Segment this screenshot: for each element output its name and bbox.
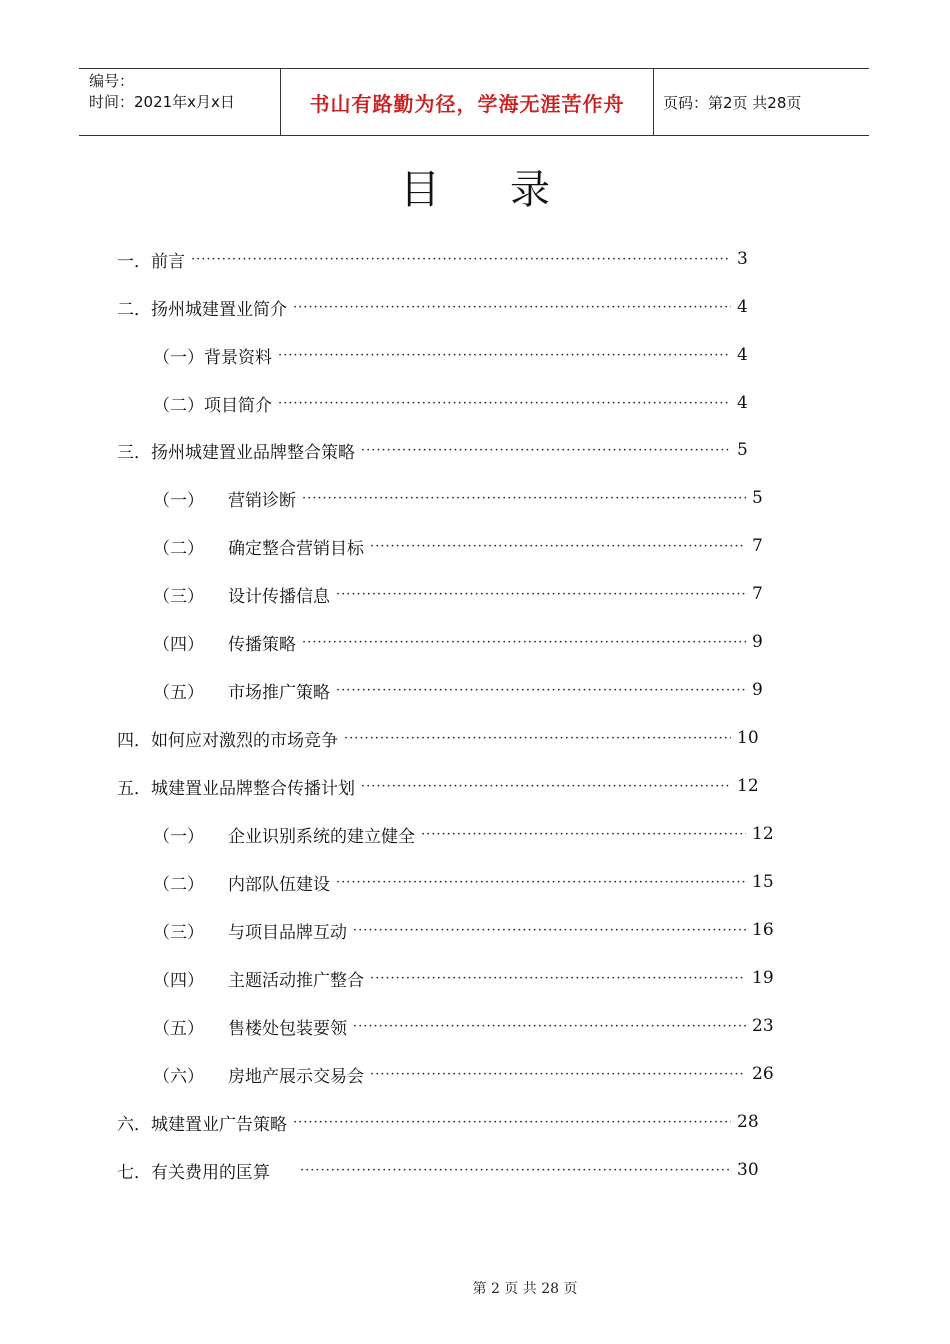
- toc-entry-number: 二．: [117, 299, 151, 320]
- toc-entry[interactable]: [153, 625, 782, 659]
- toc-entry[interactable]: [117, 1153, 767, 1187]
- toc-entry[interactable]: [117, 290, 767, 324]
- toc-entry-number: 一．: [117, 251, 151, 272]
- toc-leader-dots: [344, 731, 731, 746]
- toc-leader-dots: [353, 923, 746, 938]
- page-header: [79, 68, 869, 136]
- toc-entry-page: 30: [737, 1160, 759, 1180]
- toc-entry-page: 9: [752, 632, 763, 652]
- toc-leader-dots: [300, 1163, 731, 1178]
- toc-title: 目录: [400, 167, 620, 213]
- page-footer: 第 2 页 共 28 页: [472, 1281, 578, 1297]
- toc-leader-dots: [370, 539, 746, 554]
- toc-entry[interactable]: [153, 386, 767, 420]
- toc-entry-number: （四）: [153, 634, 204, 655]
- toc-entry-label: 项目简介: [204, 395, 272, 416]
- toc-leader-dots: [191, 252, 731, 267]
- toc-entry-label: 与项目品牌互动: [228, 922, 347, 943]
- toc-entry-label: 设计传播信息: [228, 586, 330, 607]
- toc-leader-dots: [370, 1067, 746, 1082]
- toc-entry-page: 3: [737, 249, 748, 269]
- toc-entry-label: 售楼处包装要领: [228, 1018, 347, 1039]
- toc-entry-label: 主题活动推广整合: [228, 970, 364, 991]
- toc-entry-label: 扬州城建置业品牌整合策略: [151, 442, 355, 463]
- toc-entry-label: 传播策略: [228, 634, 296, 655]
- serial-label: 编号：: [89, 72, 135, 90]
- toc-entry-number: 四．: [117, 730, 151, 751]
- toc-leader-dots: [361, 779, 731, 794]
- toc-entry[interactable]: [153, 529, 782, 563]
- toc-entry-page: 15: [752, 872, 774, 892]
- toc-entry-number: 六．: [117, 1114, 151, 1135]
- toc-entry[interactable]: [153, 338, 767, 372]
- toc-entry-page: 4: [737, 393, 748, 413]
- toc-entry-page: 7: [752, 536, 763, 556]
- toc-entry-page: 7: [752, 584, 763, 604]
- toc-leader-dots: [293, 1115, 731, 1130]
- toc-entry-number: （五）: [153, 682, 204, 703]
- toc-entry[interactable]: [117, 1105, 767, 1139]
- toc-entry-label: 有关费用的匡算: [151, 1162, 270, 1183]
- toc-entry-page: 9: [752, 680, 763, 700]
- toc-entry[interactable]: [153, 481, 782, 515]
- toc-entry-label: 房地产展示交易会: [228, 1066, 364, 1087]
- toc-entry-label: 市场推广策略: [228, 682, 330, 703]
- toc-leader-dots: [353, 1019, 746, 1034]
- toc-entry-number: （三）: [153, 922, 204, 943]
- toc-entry[interactable]: [153, 865, 782, 899]
- toc-leader-dots: [336, 587, 746, 602]
- toc-leader-dots: [370, 971, 746, 986]
- toc-entry-number: （二）: [153, 395, 204, 416]
- toc-leader-dots: [278, 396, 731, 411]
- toc-entry[interactable]: [153, 1057, 782, 1091]
- toc-leader-dots: [336, 683, 746, 698]
- toc-entry-label: 营销诊断: [228, 490, 296, 511]
- toc-entry-label: 城建置业品牌整合传播计划: [151, 778, 355, 799]
- toc-entry-number: （五）: [153, 1018, 204, 1039]
- toc-entry-number: 七．: [117, 1162, 151, 1183]
- page-info-text: 页码：第2页 共28页: [663, 93, 802, 112]
- toc-entry-page: 23: [752, 1016, 774, 1036]
- toc-entry-page: 19: [752, 968, 774, 988]
- toc-entry-label: 如何应对激烈的市场竞争: [151, 730, 338, 751]
- toc-entry-number: （四）: [153, 970, 204, 991]
- toc-leader-dots: [278, 348, 731, 363]
- toc-leader-dots: [302, 635, 746, 650]
- toc-entry[interactable]: [153, 817, 782, 851]
- time-label: 时间：2021年x月x日: [89, 93, 235, 111]
- toc-entry-number: 三．: [117, 442, 151, 463]
- toc-entry-number: （三）: [153, 586, 204, 607]
- toc-entry[interactable]: [153, 913, 782, 947]
- toc-entry-label: 内部队伍建设: [228, 874, 330, 895]
- toc-entry[interactable]: [153, 961, 782, 995]
- toc-entry[interactable]: [117, 242, 767, 276]
- toc-entry-number: （一）: [153, 490, 204, 511]
- toc-entry-label: 城建置业广告策略: [151, 1114, 287, 1135]
- toc-entry-number: （二）: [153, 538, 204, 559]
- toc-entry-page: 26: [752, 1064, 774, 1084]
- toc-leader-dots: [293, 300, 731, 315]
- toc-entry-label: 确定整合营销目标: [228, 538, 364, 559]
- toc-entry-page: 28: [737, 1112, 759, 1132]
- toc-entry[interactable]: [153, 673, 782, 707]
- header-page-info: [654, 69, 869, 135]
- toc-leader-dots: [361, 443, 731, 458]
- toc-entry-label: 前言: [151, 251, 185, 272]
- header-motto-cell: [281, 69, 654, 135]
- toc-entry[interactable]: [153, 1009, 782, 1043]
- toc-entry-page: 12: [752, 824, 774, 844]
- toc-entry[interactable]: [117, 433, 767, 467]
- toc-entry-page: 12: [737, 776, 759, 796]
- header-meta: [79, 69, 281, 135]
- toc-entry[interactable]: [117, 721, 767, 755]
- toc-entry-number: （二）: [153, 874, 204, 895]
- toc-entry-page: 4: [737, 297, 748, 317]
- toc-leader-dots: [336, 875, 746, 890]
- toc-leader-dots: [302, 491, 746, 506]
- toc-entry-page: 5: [752, 488, 763, 508]
- header-motto: 书山有路勤为径，学海无涯苦作舟: [309, 91, 625, 116]
- toc-entry-label: 背景资料: [204, 347, 272, 368]
- toc-entry-number: （一）: [153, 826, 204, 847]
- toc-entry-number: （一）: [153, 347, 204, 368]
- toc-leader-dots: [421, 827, 746, 842]
- toc-entry-label: 企业识别系统的建立健全: [228, 826, 415, 847]
- toc-entry-page: 4: [737, 345, 748, 365]
- toc-entry-page: 5: [737, 440, 748, 460]
- toc-entry-number: （六）: [153, 1066, 204, 1087]
- toc-entry-page: 10: [737, 728, 759, 748]
- toc-entry[interactable]: [117, 769, 767, 803]
- toc-entry[interactable]: [153, 577, 782, 611]
- toc-entry-label: 扬州城建置业简介: [151, 299, 287, 320]
- toc-entry-page: 16: [752, 920, 774, 940]
- toc-entry-number: 五．: [117, 778, 151, 799]
